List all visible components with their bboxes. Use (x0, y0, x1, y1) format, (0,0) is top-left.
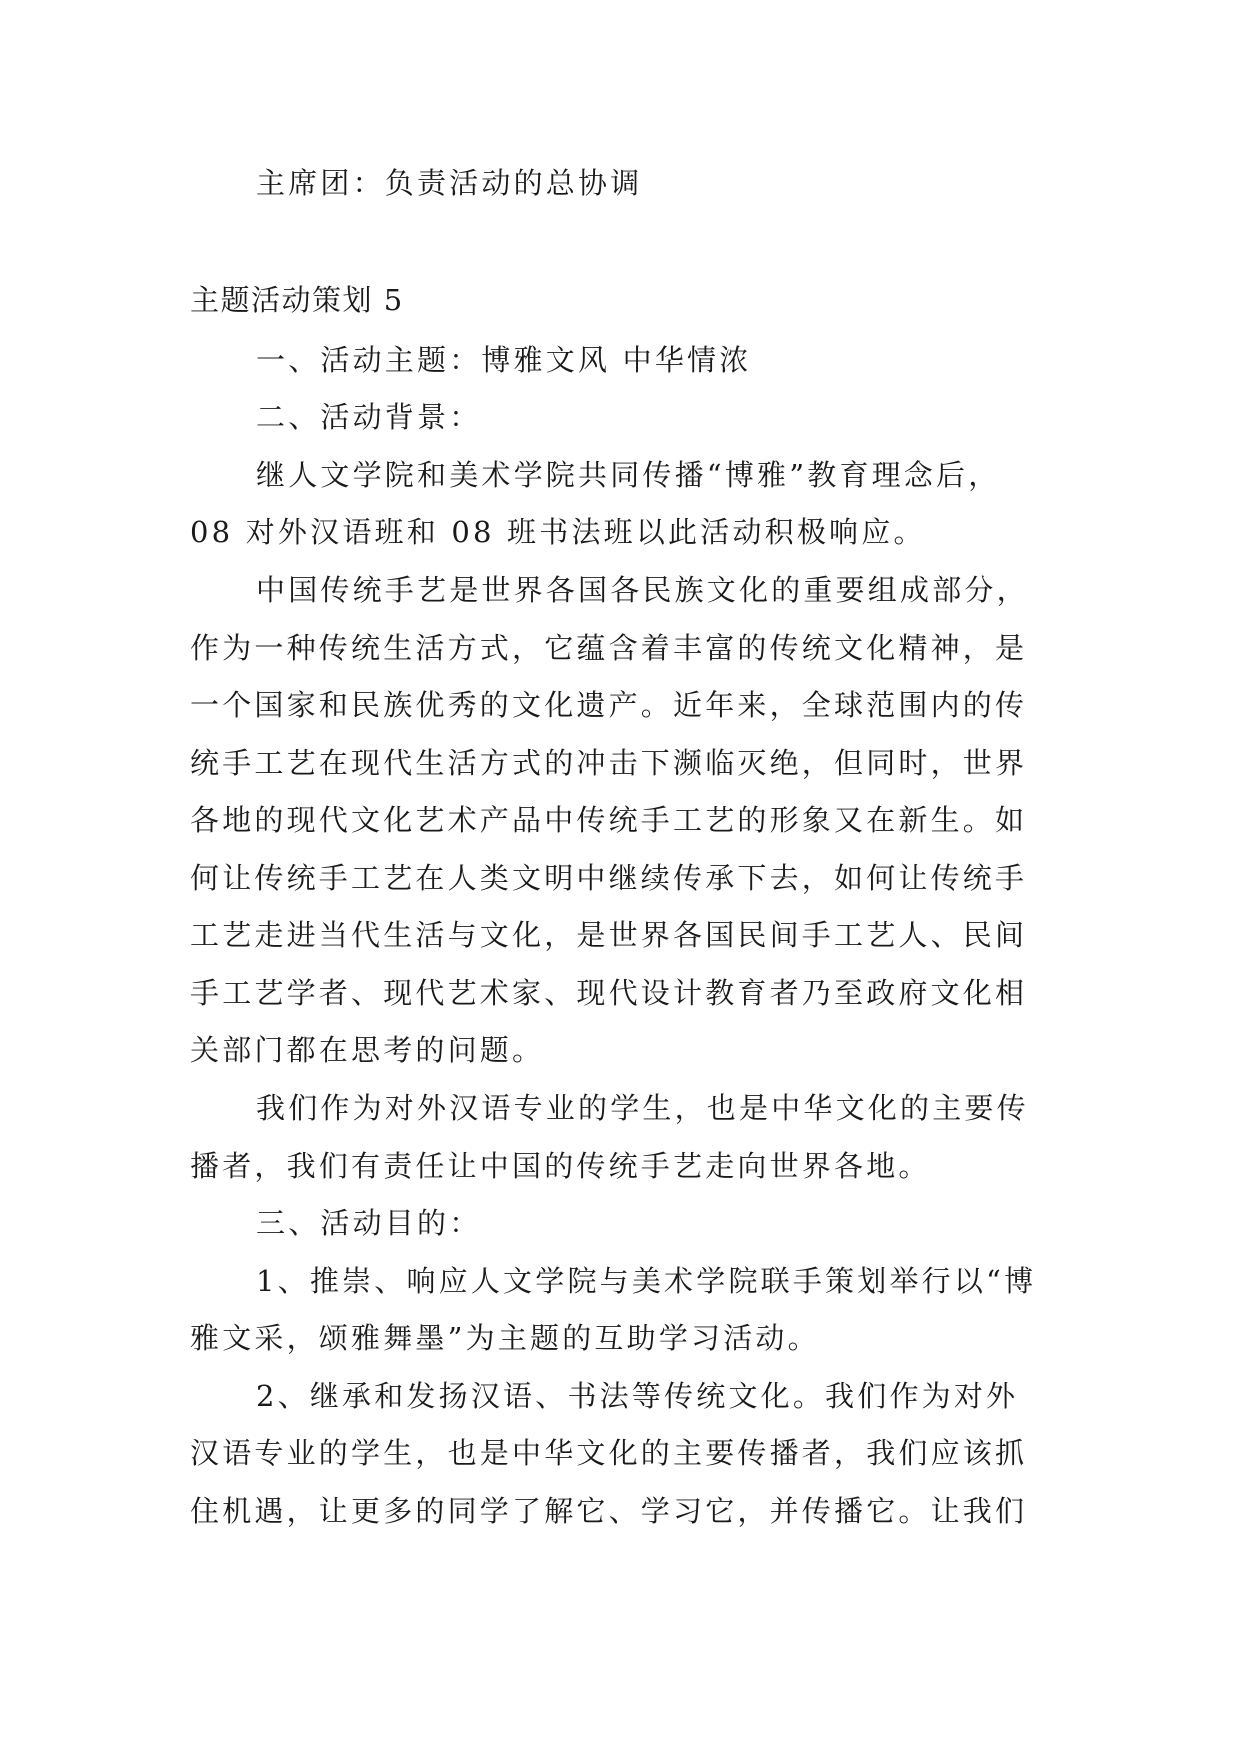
list-item-line: 住机遇，让更多的同学了解它、学习它，并传播它。让我们 (190, 1494, 1028, 1528)
paragraph-line: 各地的现代文化艺术产品中传统手工艺的形象又在新生。如 (190, 803, 1028, 837)
paragraph-line: 一个国家和民族优秀的文化遗产。近年来，全球范围内的传 (190, 688, 1028, 722)
list-item-line: 雅文采，颂雅舞墨”为主题的互助学习活动。 (190, 1321, 820, 1355)
paragraph-line: 08 对外汉语班和 08 班书法班以此活动积极响应。 (190, 515, 926, 549)
heading-activity-purpose: 三、活动目的： (256, 1206, 482, 1240)
list-item-line: 1、推崇、响应人文学院与美术学院联手策划举行以“博 (256, 1264, 1037, 1298)
paragraph-line: 何让传统手工艺在人类文明中继续传承下去，如何让传统手 (190, 861, 1028, 895)
paragraph-line: 工艺走进当代生活与文化，是世界各国民间手工艺人、民间 (190, 918, 1028, 952)
list-item-line: 汉语专业的学生，也是中华文化的主要传播者，我们应该抓 (190, 1436, 1028, 1470)
paragraph-line: 播者，我们有责任让中国的传统手艺走向世界各地。 (190, 1149, 931, 1183)
paragraph-line: 我们作为对外汉语专业的学生，也是中华文化的主要传 (256, 1091, 1029, 1125)
paragraph-line: 继人文学院和美术学院共同传播“博雅”教育理念后， (256, 458, 1001, 492)
paragraph-line: 统手工艺在现代生活方式的冲击下濒临灭绝，但同时，世界 (190, 746, 1028, 780)
list-item-line: 2、继承和发扬汉语、书法等传统文化。我们作为对外 (256, 1379, 1019, 1413)
paragraph-presidium: 主席团：负责活动的总协调 (256, 166, 643, 200)
paragraph-line: 中国传统手艺是世界各国各民族文化的重要组成部分， (256, 573, 1029, 607)
heading-activity-theme: 一、活动主题：博雅文风 中华情浓 (256, 343, 752, 377)
paragraph-line: 作为一种传统生活方式，它蕴含着丰富的传统文化精神，是 (190, 631, 1028, 665)
section-title: 主题活动策划 5 (190, 283, 404, 317)
heading-activity-background: 二、活动背景： (256, 400, 482, 434)
paragraph-line: 手工艺学者、现代艺术家、现代设计教育者乃至政府文化相 (190, 976, 1028, 1010)
paragraph-line: 关部门都在思考的问题。 (190, 1033, 545, 1067)
